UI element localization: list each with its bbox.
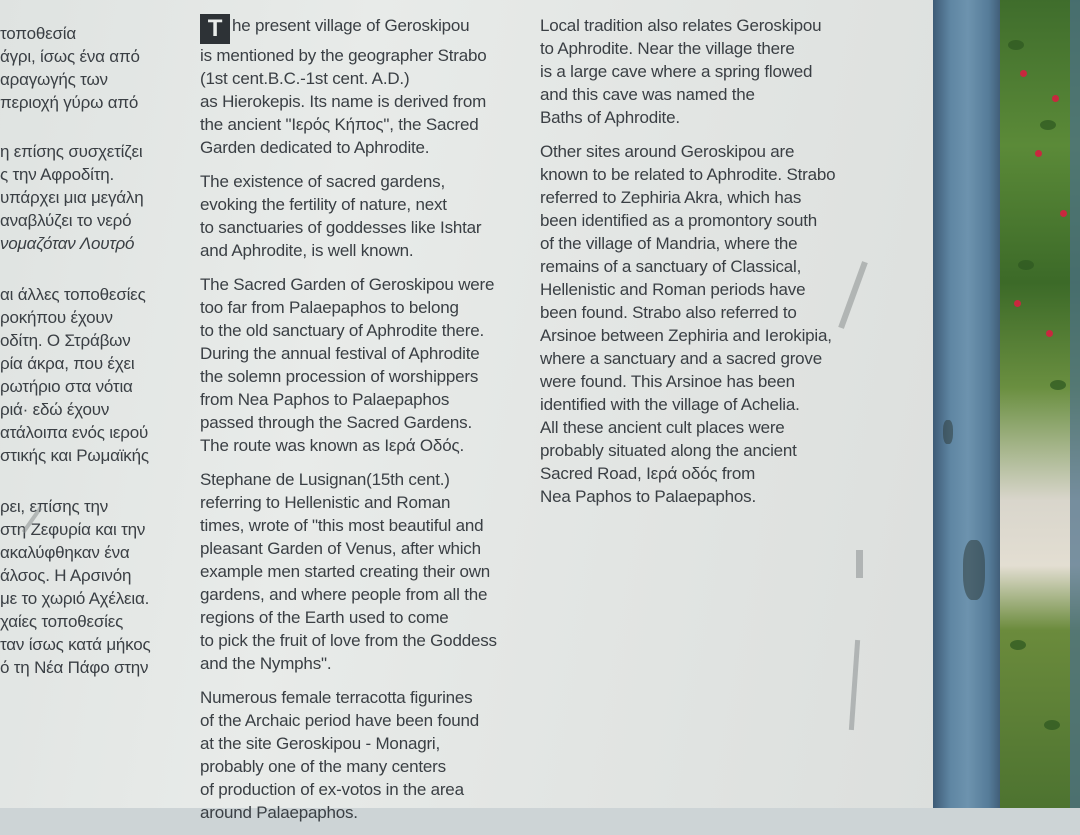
text-line: and this cave was named the <box>540 85 755 104</box>
text-line: στικής και Ρωμαϊκής <box>0 446 149 465</box>
text-line: as Hierokepis. Its name is derived from <box>200 92 487 111</box>
text-line: Garden dedicated to Aphrodite. <box>200 138 430 157</box>
text-line: Arsinoe between Zephiria and Ierokipia, <box>540 326 832 345</box>
text-line: Local tradition also relates Geroskipou <box>540 16 822 35</box>
text-line: known to be related to Aphrodite. Strabo <box>540 165 836 184</box>
text-line: Numerous female terracotta figurines <box>200 688 473 707</box>
garden-foliage-background <box>1000 0 1080 808</box>
text-line: νομαζόταν Λουτρό <box>0 234 135 253</box>
text-line: remains of a sanctuary of Classical, <box>540 257 802 276</box>
text-line: Sacred Road, Ιερά οδός from <box>540 464 756 483</box>
text-line: ς την Αφροδίτη. <box>0 165 114 184</box>
paint-chip <box>849 640 860 730</box>
paragraph-local-tradition <box>540 14 880 129</box>
text-line: χαίες τοποθεσίες <box>0 612 124 631</box>
text-line: αναβλύζει το νερό <box>0 211 132 230</box>
greek-paragraph-3 <box>0 283 190 467</box>
text-line: περιοχή γύρω από <box>0 93 139 112</box>
text-line: and Aphrodite, is well known. <box>200 241 414 260</box>
paragraph-sacred-gardens <box>200 170 520 262</box>
text-line: the solemn procession of worshippers <box>200 367 479 386</box>
text-line: αι άλλες τοποθεσίες <box>0 285 146 304</box>
text-line: evoking the fertility of nature, next <box>200 195 447 214</box>
text-line: Other sites around Geroskipou are <box>540 142 795 161</box>
text-line: ακαλύφθηκαν ένα <box>0 543 130 562</box>
text-line: were found. This Arsinoe has been <box>540 372 795 391</box>
text-line: η επίσης συσχετίζει <box>0 142 143 161</box>
text-line: gardens, and where people from all the <box>200 585 488 604</box>
text-line: ροκήπου έχουν <box>0 308 113 327</box>
text-line: to pick the fruit of love from the Goddess <box>200 631 497 650</box>
text-line: at the site Geroskipou - Monagri, <box>200 734 441 753</box>
greek-paragraph-1 <box>0 22 190 114</box>
text-line: of the village of Mandria, where the <box>540 234 798 253</box>
text-line: probably situated along the ancient <box>540 441 797 460</box>
text-line: τοποθεσία <box>0 24 76 43</box>
text-line: ατάλοιπα ενός ιερού <box>0 423 149 442</box>
text-line: is mentioned by the geographer Strabo <box>200 46 487 65</box>
text-line: αραγωγής των <box>0 70 108 89</box>
text-line: to the old sanctuary of Aphrodite there. <box>200 321 485 340</box>
text-line: too far from Palaepaphos to belong <box>200 298 459 317</box>
paragraph-procession <box>200 273 520 457</box>
text-line: The route was known as Ιερά Οδός. <box>200 436 464 455</box>
paragraph-terracotta-figurines <box>200 686 520 824</box>
drop-cap: T <box>200 14 230 44</box>
text-line: All these ancient cult places were <box>540 418 785 437</box>
text-line: άλσος. Η Αρσινόη <box>0 566 132 585</box>
text-line: referred to Zephiria Akra, which has <box>540 188 802 207</box>
text-line: probably one of the many centers <box>200 757 446 776</box>
text-line: στη Ζεφυρία και την <box>0 520 146 539</box>
text-line: Baths of Aphrodite. <box>540 108 680 127</box>
text-line: identified with the village of Achelia. <box>540 395 800 414</box>
text-line: example men started creating their own <box>200 562 491 581</box>
text-line: been found. Strabo also referred to <box>540 303 797 322</box>
text-line: referring to Hellenistic and Roman <box>200 493 451 512</box>
text-line: (1st cent.B.C.-1st cent. A.D.) <box>200 69 410 88</box>
paragraph-other-sites <box>540 140 880 508</box>
text-line: passed through the Sacred Gardens. <box>200 413 472 432</box>
text-line: The existence of sacred gardens, <box>200 172 445 191</box>
text-line: been identified as a promontory south <box>540 211 818 230</box>
english-text-column-middle <box>200 14 520 835</box>
text-line: to sanctuaries of goddesses like Ishtar <box>200 218 482 237</box>
text-line: and the Nymphs". <box>200 654 332 673</box>
text-line: he present village of Geroskipou <box>232 16 470 35</box>
text-line: of the Archaic period have been found <box>200 711 479 730</box>
paragraph-lusignan-quote <box>200 468 520 675</box>
greek-paragraph-2 <box>0 140 190 255</box>
text-line: υπάρχει μια μεγάλη <box>0 188 144 207</box>
text-line: around Palaepaphos. <box>200 803 358 822</box>
text-line: the ancient "Ιερός Κήπος", the Sacred <box>200 115 479 134</box>
text-line: Nea Paphos to Palaepaphos. <box>540 487 756 506</box>
text-line: During the annual festival of Aphrodite <box>200 344 480 363</box>
text-line: where a sanctuary and a sacred grove <box>540 349 822 368</box>
text-line: Stephane de Lusignan(15th cent.) <box>200 470 450 489</box>
text-line: pleasant Garden of Venus, after which <box>200 539 481 558</box>
text-line: ό τη Νέα Πάφο στην <box>0 658 149 677</box>
text-line: ταν ίσως κατά μήκος <box>0 635 151 654</box>
text-line: to Aphrodite. Near the village there <box>540 39 795 58</box>
blue-metal-post <box>933 0 1003 808</box>
paragraph-village-intro <box>200 14 520 159</box>
frame-edge <box>1070 0 1080 808</box>
text-line: from Nea Paphos to Palaepaphos <box>200 390 450 409</box>
text-line: ριά· εδώ έχουν <box>0 400 110 419</box>
text-line: Hellenistic and Roman periods have <box>540 280 806 299</box>
text-line: ρει, επίσης την <box>0 497 109 516</box>
text-line: The Sacred Garden of Geroskipou were <box>200 275 495 294</box>
text-line: οδίτη. Ο Στράβων <box>0 331 131 350</box>
text-line: is a large cave where a spring flowed <box>540 62 813 81</box>
text-line: ρία άκρα, που έχει <box>0 354 135 373</box>
text-line: ρωτήριο στα νότια <box>0 377 133 396</box>
english-text-column-right <box>540 14 880 519</box>
greek-text-column <box>0 22 190 690</box>
text-line: times, wrote of "this most beautiful and <box>200 516 484 535</box>
paint-chip <box>856 550 863 578</box>
text-line: regions of the Earth used to come <box>200 608 449 627</box>
text-line: of production of ex-votos in the area <box>200 780 464 799</box>
text-line: άγρι, ίσως ένα από <box>0 47 140 66</box>
text-line: με το χωριό Αχέλεια. <box>0 589 150 608</box>
